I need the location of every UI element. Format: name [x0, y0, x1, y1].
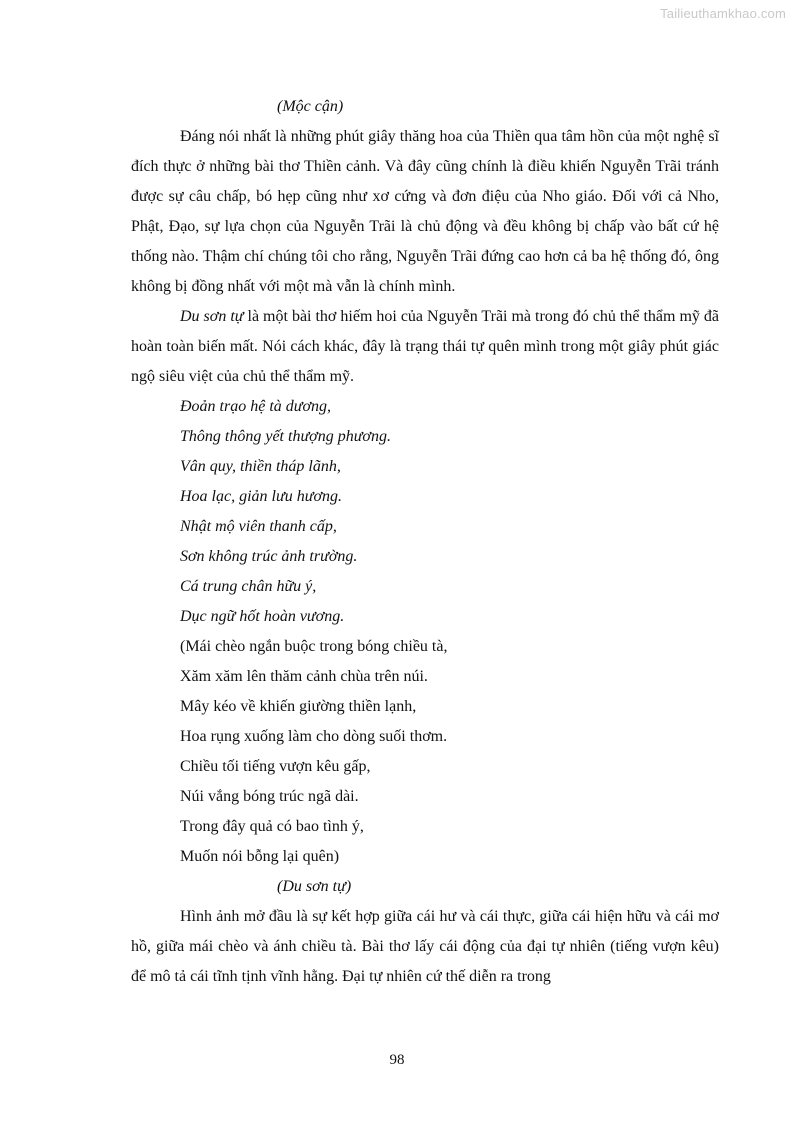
translation-line: Muốn nói bỗng lại quên): [180, 848, 340, 865]
poem-translation: [131, 632, 719, 872]
poem-line: Đoản trạo hệ tà dương,: [180, 398, 332, 415]
translation-line: Mây kéo về khiến giường thiền lạnh,: [180, 698, 417, 715]
poem-line: Sơn không trúc ảnh trường.: [180, 548, 358, 565]
poem-line: Dục ngữ hốt hoàn vương.: [180, 608, 345, 625]
paragraph-2: [131, 302, 719, 392]
page-number: 98: [389, 1052, 405, 1068]
poem-line: Nhật mộ viên thanh cấp,: [180, 518, 337, 535]
paragraph-3: Hình ảnh mở đầu là sự kết hợp giữa cái hư và cái thực, giữa cái hiện hữu và cái mơ hồ, giữa mái chèo và ánh chiều tà. Bài thơ lấy cái động của đại tự nhiên (tiếng vượn kêu) để mô tả cái tĩnh tịnh vĩnh hằng. Đại tự nhiên cứ thế diễn ra trong: [131, 908, 719, 985]
translation-line: Hoa rụng xuống làm cho dòng suối thơm.: [180, 728, 448, 745]
paragraph-1: Đáng nói nhất là những phút giây thăng hoa của Thiền qua tâm hồn của một nghệ sĩ đích thực ở những bài thơ Thiền cảnh. Và đây cũng chính là điều khiến Nguyễn Trãi tránh được sự câu chấp, bó hẹp cũng như xơ cứng và đơn điệu của Nho giáo. Đối với cả Nho, Phật, Đạo, sự lựa chọn của Nguyễn Trãi là chủ động và đều không bị chấp vào bất cứ hệ thống nào. Thậm chí chúng tôi cho rằng, Nguyễn Trãi đứng cao hơn cả ba hệ thống đó, ông không bị đồng nhất với một mà vẫn là chính mình.: [131, 128, 719, 295]
translation-line: Trong đây quả có bao tình ý,: [180, 818, 364, 835]
translation-line: (Mái chèo ngắn buộc trong bóng chiều tà,: [180, 638, 448, 655]
poem-original: [131, 392, 719, 632]
translation-line: Xăm xăm lên thăm cảnh chùa trên núi.: [180, 668, 428, 685]
page-content: [131, 92, 719, 992]
source-citation-du-son-tu: (Du sơn tự): [277, 878, 352, 895]
translation-line: Núi vắng bóng trúc ngã dài.: [180, 788, 359, 805]
paragraph-2-text: là một bài thơ hiếm hoi của Nguyễn Trãi mà trong đó chủ thể thẩm mỹ đã hoàn toàn biến mất. Nói cách khác, đây là trạng thái tự quên mình trong một giây phút giác ngộ siêu việt của chủ thể thẩm mỹ.: [131, 308, 719, 385]
poem-line: Vân quy, thiền tháp lãnh,: [180, 458, 341, 475]
poem-line: Hoa lạc, giản lưu hương.: [180, 488, 342, 505]
source-citation-moc-can: (Mộc cận): [277, 98, 344, 115]
poem-line: Cá trung chân hữu ý,: [180, 578, 317, 595]
poem-line: Thông thông yết thượng phương.: [180, 428, 391, 445]
poem-title-inline: Du sơn tự: [180, 308, 244, 325]
translation-line: Chiều tối tiếng vượn kêu gấp,: [180, 758, 371, 775]
watermark: Tailieuthamkhao.com: [660, 6, 786, 21]
